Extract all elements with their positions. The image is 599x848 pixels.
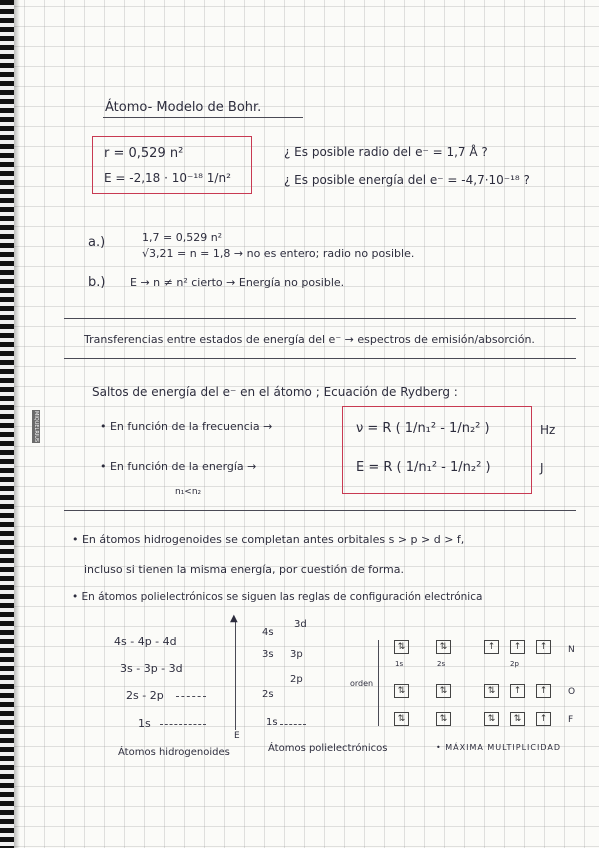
section-transfer: Transferencias entre estados de energía del e⁻ → espectros de emisión/absorción. — [84, 333, 535, 346]
question-radius: ¿ Es posible radio del e⁻ = 1,7 Å ? — [284, 145, 488, 159]
poly-1s-dash — [280, 724, 306, 725]
orbital-f-2s: ⇅ — [436, 712, 451, 726]
level-n2: 2s - 2p — [126, 689, 164, 702]
margin-stamp: MIQUELRIUS — [33, 411, 39, 443]
spiral-binding — [0, 0, 14, 848]
energy-formula: E = -2,18 · 10⁻¹⁸ 1/n² — [104, 171, 231, 185]
caption-hydrogenoid: Átomos hidrogenoides — [118, 747, 230, 758]
row-label-o: O — [568, 687, 576, 697]
rydberg-energy-formula: E = R ( 1/n₁² - 1/n₂² ) — [356, 460, 491, 475]
orbital-o-1s: ⇅ — [394, 684, 409, 698]
orbital-n-2p-a: ↑ — [484, 640, 499, 654]
answer-b-label: b.) — [88, 275, 106, 290]
row-label-n: N — [568, 645, 575, 655]
answer-a-line1: 1,7 = 0,529 n² — [142, 231, 223, 244]
radius-formula: r = 0,529 n² — [104, 146, 184, 161]
level-n1: 1s — [138, 717, 151, 730]
orbital-n-2s: ⇅ — [436, 640, 451, 654]
row-label-f: F — [568, 715, 574, 725]
poly-3d: 3d — [294, 619, 307, 630]
level-n4: 4s - 4p - 4d — [114, 635, 177, 648]
hydrogenoid-rule-1: • En átomos hidrogenoides se completan antes orbitales s > p > d > f, — [72, 533, 465, 546]
orbital-order-axis — [378, 640, 379, 726]
orbital-o-2p-b: ↑ — [510, 684, 525, 698]
level-n2-dash — [176, 696, 206, 697]
energy-item: • En función de la energía → — [100, 460, 257, 473]
level-n3: 3s - 3p - 3d — [120, 662, 183, 675]
rydberg-frequency-formula: ν = R ( 1/n₁² - 1/n₂² ) — [356, 421, 490, 436]
rydberg-box — [342, 406, 532, 494]
energy-axis — [235, 622, 236, 730]
orbital-o-2p-a: ⇅ — [484, 684, 499, 698]
orbital-f-1s: ⇅ — [394, 712, 409, 726]
binding-shadow — [14, 0, 20, 848]
poly-2s: 2s — [262, 689, 274, 700]
energy-axis-label: E — [234, 731, 240, 741]
question-energy: ¿ Es posible energía del e⁻ = -4,7·10⁻¹⁸ ? — [284, 173, 530, 187]
rydberg-heading: Saltos de energía del e⁻ en el átomo ; Ecuación de Rydberg : — [92, 385, 458, 399]
orbital-f-2p-b: ⇅ — [510, 712, 525, 726]
divider-2 — [64, 358, 576, 359]
poly-1s: 1s — [266, 717, 278, 728]
bohr-formulas-box — [92, 136, 252, 194]
orbital-n-2p-c: ↑ — [536, 640, 551, 654]
divider-1 — [64, 318, 576, 319]
poly-4s: 4s — [262, 627, 274, 638]
answer-a-line2: √3,21 = n = 1,8 → no es entero; radio no posible. — [142, 247, 415, 260]
label-2p: 2p — [510, 660, 519, 668]
frequency-item: • En función de la frecuencia → — [100, 420, 273, 433]
energy-unit: J — [540, 461, 544, 475]
orbital-o-2p-c: ↑ — [536, 684, 551, 698]
level-condition: n₁<n₂ — [175, 487, 202, 497]
orbital-n-1s: ⇅ — [394, 640, 409, 654]
poly-3s: 3s — [262, 649, 274, 660]
orbital-n-2p-b: ↑ — [510, 640, 525, 654]
order-label: orden — [350, 679, 374, 688]
page-title: Átomo- Modelo de Bohr. — [105, 100, 262, 115]
level-n1-dash — [160, 724, 206, 725]
poly-2p: 2p — [290, 674, 303, 685]
orbital-f-2p-c: ↑ — [536, 712, 551, 726]
divider-3 — [64, 510, 576, 511]
energy-axis-arrow: ▲ — [230, 613, 238, 624]
label-2s: 2s — [437, 660, 446, 668]
answer-b-line: E → n ≠ n² cierto → Energía no posible. — [130, 276, 345, 289]
answer-a-label: a.) — [88, 235, 106, 250]
title-underline — [103, 117, 303, 118]
polyelectronic-rule: • En átomos polielectrónicos se siguen las reglas de configuración electrónica — [72, 591, 483, 603]
hydrogenoid-rule-2: incluso si tienen la misma energía, por cuestión de forma. — [84, 563, 404, 576]
orbital-o-2s: ⇅ — [436, 684, 451, 698]
orbital-f-2p-a: ⇅ — [484, 712, 499, 726]
max-multiplicity: • MÁXIMA MULTIPLICIDAD — [436, 743, 561, 752]
label-1s: 1s — [395, 660, 404, 668]
caption-polyelectronic: Átomos polielectrónicos — [268, 743, 388, 754]
poly-3p: 3p — [290, 649, 303, 660]
frequency-unit: Hz — [540, 423, 556, 437]
